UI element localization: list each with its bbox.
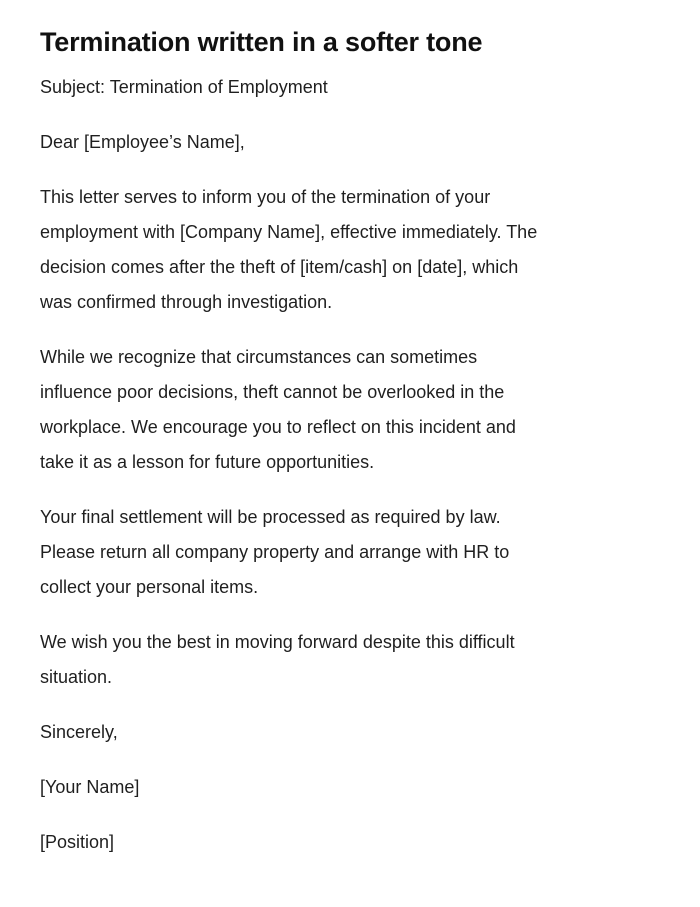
text-line: decision comes after the theft of [item/cash] on [date], which	[40, 257, 519, 277]
text-line: Dear [Employee’s Name],	[40, 132, 245, 152]
paragraph-closing	[40, 715, 660, 750]
paragraph-signature-name	[40, 770, 660, 805]
text-line: Sincerely,	[40, 722, 118, 742]
text-line: While we recognize that circumstances can sometimes	[40, 347, 478, 367]
text-line: [Your Name]	[40, 777, 140, 797]
paragraph-signature-position	[40, 825, 660, 860]
document-title: Termination written in a softer tone	[40, 27, 483, 57]
paragraph-subject	[40, 70, 660, 105]
paragraph-body-1	[40, 180, 660, 320]
text-line: Your final settlement will be processed as required by law.	[40, 507, 501, 527]
text-line: Subject: Termination of Employment	[40, 77, 328, 97]
text-line: We wish you the best in moving forward despite this difficult	[40, 632, 515, 652]
paragraph-salutation	[40, 125, 660, 160]
text-line: Please return all company property and arrange with HR to	[40, 542, 510, 562]
paragraph-body-2	[40, 340, 660, 480]
text-line: [Position]	[40, 832, 115, 852]
text-line: was confirmed through investigation.	[40, 292, 333, 312]
text-line: situation.	[40, 667, 113, 687]
text-line: take it as a lesson for future opportunities.	[40, 452, 375, 472]
text-line: employment with [Company Name], effective immediately. The	[40, 222, 538, 242]
paragraph-body-3	[40, 500, 660, 605]
text-line: workplace. We encourage you to reflect on this incident and	[40, 417, 516, 437]
text-line: collect your personal items.	[40, 577, 259, 597]
text-line: influence poor decisions, theft cannot be overlooked in the	[40, 382, 505, 402]
text-line: This letter serves to inform you of the termination of your	[40, 187, 491, 207]
paragraph-body-4	[40, 625, 660, 695]
